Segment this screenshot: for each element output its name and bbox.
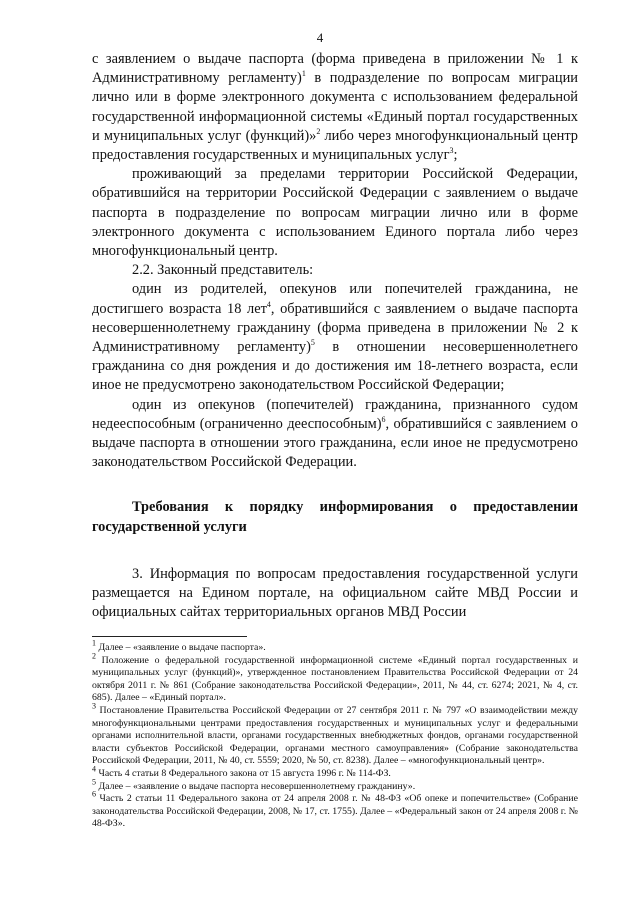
paragraph-applicant-application: с заявлением о выдаче паспорта (форма приведена в приложении № 1 к Административному регламенту)$^1$ в подразделение по вопросам миграции лично или в форме электронного документа с использованием федеральной государственной информационной системы «Единый портал государственных и муниципальных услуг (функций)»$^2$ либо через многофункциональный центр предоставления государственных и муниципальных услуг$^3$; [92, 51, 578, 164]
footnote-ref-1: 1 [301, 69, 306, 79]
footnote-5: $^5$ Далее – «заявление о выдаче паспорта несовершеннолетнему гражданину». [92, 777, 416, 792]
footnote-divider [92, 636, 247, 637]
paragraph-legal-representative: 2.2. Законный представитель: [132, 262, 314, 279]
footnote-3: $^3$ Постановление Правительства Российской Федерации от 27 сентября 2011 г. № 797 «О взаимодействии между многофункциональными центрами предоставления государственных и муниципальных услуг и федеральными органами исполнительной власти, органами государственных внебюджетных фондов, органами государственной власти субъектов Российской Федерации, органами местного самоуправления» (Собрание законодательства Российской Федерации, 2011, № 40, ст. 5559; 2020, № 50, ст. 8238). Далее – «многофункциональный центр». [92, 701, 578, 767]
footnote-2: $^2$ Положение о федеральной государственной информационной системе «Единый портал государственных и муниципальных услуг (функций)», утвержденное постановлением Правительства Российской Федерации от 24 октября 2011 г. № 861 (Собрание законодательства Российской Федерации», 2011, № 44, ст. 6274; 2021, № 4, ст. 685). Далее – «Единый портал». [92, 651, 578, 704]
page-number: 4 [316, 30, 324, 45]
footnote-ref-4: 4 [266, 299, 271, 309]
footnote-4: $^4$ Часть 4 статьи 8 Федерального закона от 15 августа 1996 г. № 114-ФЗ. [92, 764, 391, 779]
paragraph-incapacitated-guardian: один из опекунов (попечителей) гражданина, признанного судом недееспособным (ограниченно дееспособным)$^6$, обратившийся с заявлением о выдаче паспорта в отношении этого гражданина, если иное не предусмотрено законодательством Российской Федерации. [92, 396, 578, 471]
footnote-6: $^6$ Часть 2 статьи 11 Федерального закона от 24 апреля 2008 г. № 48-ФЗ «Об опеке и попечительстве» (Собрание законодательства Российской Федерации, 2008, № 17, ст. 1755). Далее – «Федеральный закон от 24 апреля 2008 г. № 48-ФЗ». [92, 789, 578, 830]
footnote-1: $^1$ Далее – «заявление о выдаче паспорта». [92, 638, 266, 653]
main-text [92, 50, 578, 622]
footnotes [92, 638, 578, 831]
paragraph-abroad-resident: проживающий за пределами территории Российской Федерации, обратившийся на территории Российской Федерации с заявлением о выдаче паспорта в подразделение по вопросам миграции лично или в форме электронного документа с использованием Единого портала либо через многофункциональный центр. [92, 166, 578, 260]
footnote-ref-2: 2 [316, 127, 321, 137]
footnote-ref-3: 3 [449, 146, 454, 156]
paragraph-information: 3. Информация по вопросам предоставления государственной услуги размещается на Едином портале, на официальном сайте МВД России и официальных сайтах территориальных органов МВД России [92, 565, 578, 621]
footnote-ref-5: 5 [310, 338, 315, 348]
section-heading: Требования к порядку информирования о предоставлении государственной услуги [92, 499, 578, 535]
footnote-ref-6: 6 [381, 415, 386, 425]
paragraph-parent-guardian: один из родителей, опекунов или попечителей гражданина, не достигшего возраста 18 лет$^4$, обратившийся с заявлением о выдаче паспорта несовершеннолетнему гражданину (форма приведена в приложении № 2 к Административному регламенту)$^5$ в отношении несовершеннолетнего гражданина со дня рождения и до достижения им 18-летнего возраста, если иное не предусмотрено законодательством Российской Федерации; [92, 281, 578, 394]
